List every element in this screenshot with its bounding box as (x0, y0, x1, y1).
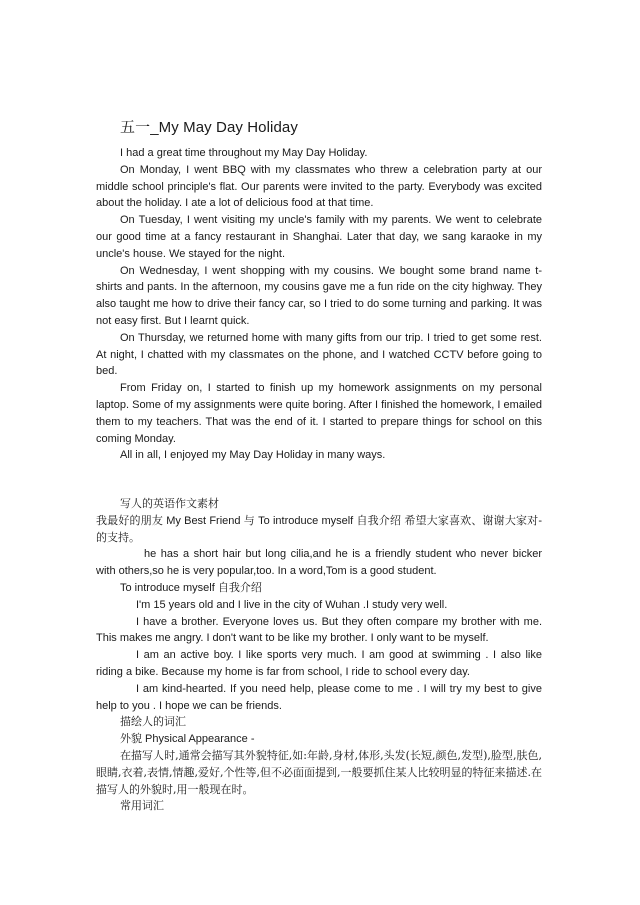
writing-material-section (96, 496, 542, 815)
essay-paragraph: From Friday on, I started to finish up my homework assignments on my personal laptop. Some of my assignments were quite boring. After I finished the homework, I emailed them to my teachers. That was the end of it. I started to prepare things for school on this coming Monday. (96, 382, 542, 445)
section-heading: 写人的英语作文素材 (120, 497, 219, 510)
essay-paragraph: On Thursday, we returned home with many gifts from our trip. I tried to get some rest. At night, I chatted with my classmates on the phone, and I watched CCTV before going to bed. (96, 331, 542, 378)
essay-paragraph: All in all, I enjoyed my May Day Holiday in many ways. (120, 449, 386, 462)
introduce-paragraph: I am kind-hearted. If you need help, please come to me . I will try my best to give help to you . I hope we can be friends. (96, 682, 542, 712)
essay-title: 五一_My May Day Holiday (120, 119, 298, 136)
vocab-heading: 描绘人的词汇 (120, 715, 186, 729)
appearance-text: 在描写人时,通常会描写其外貌特征,如:年龄,身材,体形,头发(长短,颜色,发型),脸型,肤色,眼睛,衣着,表情,情趣,爱好,个性等,但不必面面提到,一般要抓住某人比较明显的特征来描述.在描写人的外貌时,用一般现在时。 (96, 748, 542, 796)
essay-paragraph: I had a great time throughout my May Day Holiday. (120, 147, 368, 159)
essay-paragraph: On Tuesday, I went visiting my uncle's family with my parents. We went to celebrate our good time at a fancy restaurant in Shanghai. Later that day, we sang karaoke in my uncle's house. We stayed for the night. (96, 214, 542, 260)
appearance-heading: 外貌 Physical Appearance - (120, 733, 255, 746)
essay-body (96, 145, 542, 464)
introduce-paragraph: I am an active boy. I like sports very much. I am good at swimming . I also like riding a bike. Because my home is far from school, I ride to school every day. (96, 649, 542, 678)
introduce-paragraph: I'm 15 years old and I live in the city of Wuhan .I study very well. (136, 598, 448, 611)
introduce-paragraph: I have a brother. Everyone loves us. But they often compare my brother with me. This makes me angry. I don't want to be like my brother. I only want to be myself. (96, 615, 542, 645)
essay-paragraph: On Monday, I went BBQ with my classmates who threw a celebration party at our middle school principle's flat. Our parents were invited to the party. Everybody was excited about the holiday. I ate a lot of delicious food at that time. (96, 163, 542, 210)
friend-paragraph: he has a short hair but long cilia,and he is a friendly student who never bicker with others,so he is very popular,too. In a word,Tom is a good student. (96, 548, 542, 578)
essay-paragraph: On Wednesday, I went shopping with my cousins. We bought some brand name t-shirts and pants. In the afternoon, my cousins gave me a fun ride on the city highway. They also taught me how to drive their fancy car, so I tried to do some turning and parking. It was not easy first. But I learnt quick. (96, 264, 542, 327)
introduce-heading: To introduce myself 自我介绍 (120, 581, 262, 594)
common-words-heading: 常用词汇 (120, 799, 164, 813)
intro-line: 我最好的朋友 My Best Friend 与 To introduce myself 自我介绍 希望大家喜欢、谢谢大家对-的支持。 (96, 514, 542, 544)
